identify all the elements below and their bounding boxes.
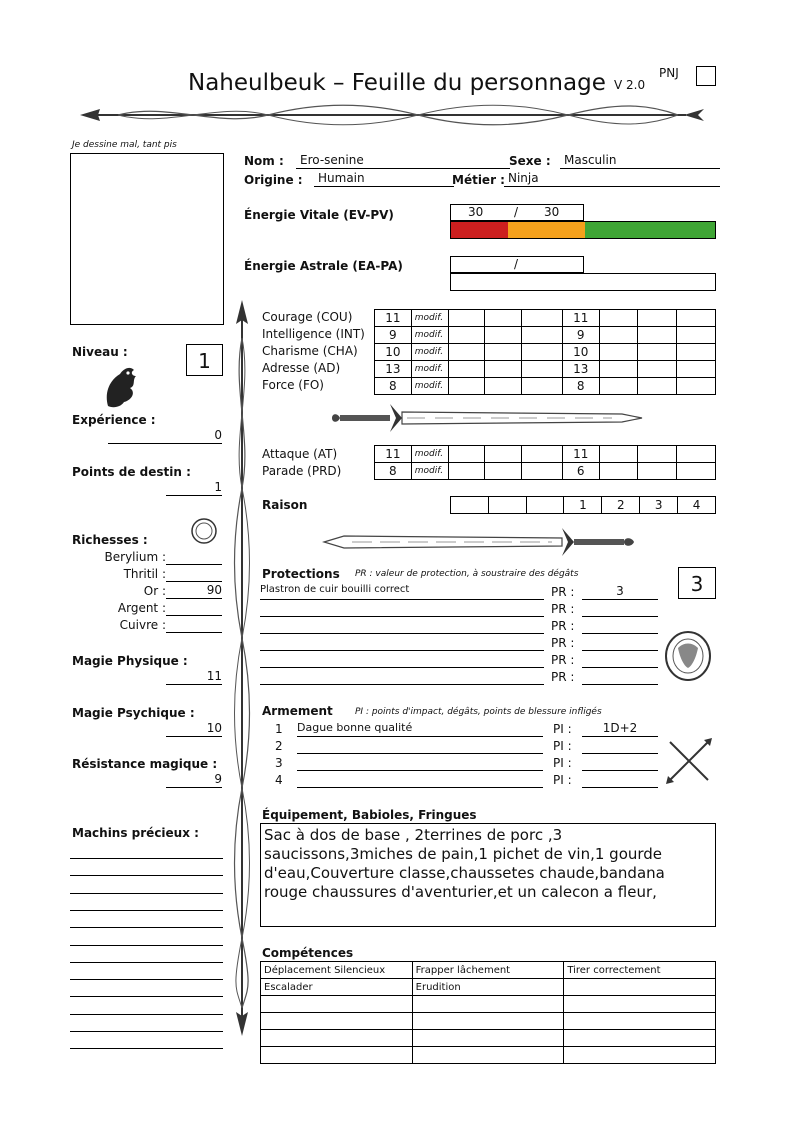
stats-table <box>374 309 716 395</box>
raison-num[interactable]: 3 <box>640 497 678 514</box>
coin-field[interactable] <box>166 566 222 582</box>
pr-field[interactable] <box>582 635 658 651</box>
vertical-spear-icon <box>228 298 256 1038</box>
machins-line[interactable] <box>70 912 223 928</box>
competence-cell[interactable]: Erudition <box>412 979 564 996</box>
pr-label: PR : <box>551 636 575 650</box>
stat-cell[interactable] <box>599 361 638 378</box>
stat-final[interactable]: 13 <box>562 361 599 378</box>
stat-cell[interactable] <box>638 463 677 480</box>
pr-label: PR : <box>551 653 575 667</box>
magie-physique-field[interactable]: 11 <box>166 669 222 685</box>
coin-label: Thritil : <box>123 567 166 581</box>
stat-cell[interactable] <box>522 310 563 327</box>
competence-cell[interactable] <box>564 979 716 996</box>
weapon-name[interactable] <box>297 755 543 771</box>
protection-name[interactable] <box>260 601 544 617</box>
competence-row <box>261 1030 716 1047</box>
pr-label: PR : <box>551 619 575 633</box>
ev-current: 30 <box>468 205 484 219</box>
protection-name[interactable] <box>260 669 544 685</box>
stat-cell[interactable] <box>485 310 522 327</box>
pnj-checkbox[interactable] <box>696 66 716 86</box>
machins-line[interactable] <box>70 1033 223 1049</box>
stat-final[interactable]: 6 <box>562 463 599 480</box>
stat-cell[interactable] <box>448 378 485 395</box>
stat-cell[interactable] <box>677 446 716 463</box>
stat-cell[interactable] <box>448 310 485 327</box>
stat-row <box>375 463 716 480</box>
ea-label: Énergie Astrale (EA-PA) <box>244 259 403 273</box>
stat-cell[interactable] <box>677 463 716 480</box>
raison-num[interactable]: 4 <box>678 497 716 514</box>
stat-cell[interactable] <box>485 361 522 378</box>
equipement-box[interactable]: Sac à dos de base , 2terrines de porc ,3 saucissons,3miches de pain,1 pichet de vin,1 gourde d'eau,Couverture classe,chaussetes chaude,bandana rouge chaussures d'aventurier,et un calecon a fleur, <box>260 823 716 927</box>
raison-table <box>450 496 716 514</box>
destin-field[interactable]: 1 <box>166 480 222 496</box>
ev-max: 30 <box>544 205 560 219</box>
stat-final[interactable]: 10 <box>562 344 599 361</box>
weapon-name[interactable] <box>297 772 543 788</box>
equipement-title: Équipement, Babioles, Fringues <box>262 808 477 822</box>
stat-cell[interactable] <box>522 378 563 395</box>
competence-cell[interactable] <box>564 1047 716 1064</box>
pi-field[interactable] <box>582 738 658 754</box>
ev-bar-red <box>451 222 508 238</box>
stat-cell[interactable] <box>638 361 677 378</box>
stat-cell[interactable] <box>522 327 563 344</box>
competence-cell[interactable] <box>412 1047 564 1064</box>
stat-final[interactable]: 11 <box>562 446 599 463</box>
stat-cell[interactable] <box>599 463 638 480</box>
sexe-field[interactable]: Masculin <box>560 153 720 169</box>
portrait-box[interactable] <box>70 153 224 325</box>
protections-title: Protections <box>262 567 340 581</box>
origine-field[interactable]: Humain <box>314 171 454 187</box>
stat-cell[interactable] <box>638 344 677 361</box>
machins-label: Machins précieux : <box>72 826 199 840</box>
stat-modif[interactable]: modif. <box>411 344 448 361</box>
stat-cell[interactable] <box>599 378 638 395</box>
stat-modif[interactable]: modif. <box>411 327 448 344</box>
competence-row <box>261 979 716 996</box>
competence-cell[interactable] <box>261 996 413 1013</box>
raison-cell[interactable] <box>526 497 564 514</box>
origine-label: Origine : <box>244 173 303 187</box>
machins-line[interactable] <box>70 1016 223 1032</box>
stat-cell[interactable] <box>638 327 677 344</box>
stat-cell[interactable] <box>522 344 563 361</box>
weapon-num: 3 <box>275 756 283 770</box>
coin-icon <box>190 517 218 545</box>
raison-num[interactable]: 2 <box>602 497 640 514</box>
pi-field[interactable] <box>582 755 658 771</box>
coin-label: Cuivre : <box>119 618 166 632</box>
magie-physique-label: Magie Physique : <box>72 654 188 668</box>
stat-final[interactable]: 8 <box>562 378 599 395</box>
stat-cell[interactable] <box>485 463 522 480</box>
stat-modif[interactable]: modif. <box>411 446 448 463</box>
stat-cell[interactable] <box>677 378 716 395</box>
protections-total[interactable]: 3 <box>678 567 716 599</box>
stat-cell[interactable] <box>485 446 522 463</box>
competence-row <box>261 1047 716 1064</box>
competence-cell[interactable]: Tirer correctement <box>564 962 716 979</box>
machins-line[interactable] <box>70 860 223 876</box>
protection-name[interactable] <box>260 635 544 651</box>
stat-value[interactable]: 8 <box>375 463 412 480</box>
stat-cell[interactable] <box>522 361 563 378</box>
stat-cell[interactable] <box>599 446 638 463</box>
pr-field[interactable] <box>582 601 658 617</box>
experience-label: Expérience : <box>72 413 156 427</box>
competence-row <box>261 962 716 979</box>
stat-value[interactable]: 10 <box>375 344 412 361</box>
nom-label: Nom : <box>244 154 284 168</box>
weapon-num: 2 <box>275 739 283 753</box>
ev-bar <box>450 221 716 239</box>
stat-row <box>375 327 716 344</box>
stat-final[interactable]: 11 <box>562 310 599 327</box>
competence-cell[interactable]: Escalader <box>261 979 413 996</box>
pi-label: PI : <box>553 756 572 770</box>
competence-cell[interactable] <box>261 1030 413 1047</box>
stat-cell[interactable] <box>638 446 677 463</box>
raison-num[interactable]: 1 <box>564 497 602 514</box>
machins-line[interactable] <box>70 964 223 980</box>
ev-bar-green <box>585 222 715 238</box>
portrait-caption: Je dessine mal, tant pis <box>72 140 177 150</box>
stat-cell[interactable] <box>448 446 485 463</box>
armement-note: PI : points d'impact, dégâts, points de blessure infligés <box>355 707 602 717</box>
dragon-icon <box>100 362 142 410</box>
experience-field[interactable]: 0 <box>108 428 222 444</box>
competence-cell[interactable] <box>564 1030 716 1047</box>
pi-field[interactable] <box>582 772 658 788</box>
pr-label: PR : <box>551 670 575 684</box>
weapon-num: 1 <box>275 722 283 736</box>
stat-row <box>375 310 716 327</box>
stat-value[interactable]: 9 <box>375 327 412 344</box>
pi-label: PI : <box>553 773 572 787</box>
machins-line[interactable] <box>70 895 223 911</box>
stat-final[interactable]: 9 <box>562 327 599 344</box>
niveau-box[interactable]: 1 <box>186 344 223 376</box>
competences-table <box>260 961 716 1064</box>
pr-field[interactable] <box>582 669 658 685</box>
magie-psychique-label: Magie Psychique : <box>72 706 195 720</box>
ev-label: Énergie Vitale (EV-PV) <box>244 208 394 222</box>
stat-cell[interactable] <box>448 361 485 378</box>
resistance-label: Résistance magique : <box>72 757 218 771</box>
competence-cell[interactable] <box>564 996 716 1013</box>
competence-cell[interactable] <box>564 1013 716 1030</box>
stat-modif[interactable]: modif. <box>411 378 448 395</box>
ea-bar <box>450 273 716 291</box>
pr-field[interactable] <box>582 618 658 634</box>
stat-row <box>375 378 716 395</box>
stat-cell[interactable] <box>448 463 485 480</box>
raison-label: Raison <box>262 498 308 512</box>
raison-cell[interactable] <box>451 497 489 514</box>
protection-name[interactable] <box>260 618 544 634</box>
competence-row <box>261 1013 716 1030</box>
stat-cell[interactable] <box>677 310 716 327</box>
stat-value[interactable]: 11 <box>375 310 412 327</box>
destin-label: Points de destin : <box>72 465 191 479</box>
sword-icon <box>322 398 644 438</box>
pr-label: PR : <box>551 585 575 599</box>
coin-field[interactable] <box>166 600 222 616</box>
stat-label: Adresse (AD) <box>262 361 341 375</box>
stat-cell[interactable] <box>638 378 677 395</box>
machins-line[interactable] <box>70 843 223 859</box>
competence-cell[interactable] <box>412 1013 564 1030</box>
shield-icon <box>662 628 714 684</box>
richesses-label: Richesses : <box>72 533 148 547</box>
stat-modif[interactable]: modif. <box>411 361 448 378</box>
stat-label: Attaque (AT) <box>262 447 338 461</box>
stat-row <box>375 344 716 361</box>
stat-cell[interactable] <box>522 463 563 480</box>
ev-bar-orange <box>508 222 585 238</box>
competence-cell[interactable] <box>412 996 564 1013</box>
nom-field[interactable]: Ero-senine <box>296 153 510 169</box>
machins-line[interactable] <box>70 981 223 997</box>
stat-cell[interactable] <box>522 446 563 463</box>
stat-row <box>375 361 716 378</box>
magie-psychique-field[interactable]: 10 <box>166 721 222 737</box>
competence-cell[interactable] <box>261 1047 413 1064</box>
machins-line[interactable] <box>70 999 223 1015</box>
coin-field[interactable] <box>166 617 222 633</box>
competence-row <box>261 996 716 1013</box>
ev-separator: / <box>514 205 519 219</box>
stat-label: Parade (PRD) <box>262 464 342 478</box>
stat-cell[interactable] <box>638 310 677 327</box>
armement-title: Armement <box>262 704 333 718</box>
coin-field[interactable] <box>166 549 222 565</box>
machins-line[interactable] <box>70 930 223 946</box>
protection-name[interactable]: Plastron de cuir bouilli correct <box>260 584 544 600</box>
machins-line[interactable] <box>70 878 223 894</box>
stat-cell[interactable] <box>677 344 716 361</box>
stat-cell[interactable] <box>599 310 638 327</box>
coin-label: Or : <box>143 584 166 598</box>
resistance-field[interactable]: 9 <box>166 772 222 788</box>
competence-cell[interactable] <box>412 1030 564 1047</box>
stat-cell[interactable] <box>485 344 522 361</box>
weapon-name[interactable]: Dague bonne qualité <box>297 721 543 737</box>
crossed-weapons-icon <box>664 736 714 786</box>
stat-cell[interactable] <box>448 344 485 361</box>
spear-divider-icon <box>78 100 706 130</box>
protections-note: PR : valeur de protection, à soustraire des dégâts <box>355 569 579 579</box>
competences-title: Compétences <box>262 946 354 960</box>
pi-label: PI : <box>553 722 572 736</box>
stat-row <box>375 446 716 463</box>
stat-value[interactable]: 8 <box>375 378 412 395</box>
weapon-num: 4 <box>275 773 283 787</box>
protection-name[interactable] <box>260 652 544 668</box>
stat-value[interactable]: 11 <box>375 446 412 463</box>
stat-cell[interactable] <box>485 378 522 395</box>
stat-modif[interactable]: modif. <box>411 310 448 327</box>
version-label: V 2.0 <box>614 78 646 92</box>
stat-value[interactable]: 13 <box>375 361 412 378</box>
stat-cell[interactable] <box>599 344 638 361</box>
weapon-name[interactable] <box>297 738 543 754</box>
pr-field[interactable] <box>582 652 658 668</box>
raison-cell[interactable] <box>488 497 526 514</box>
pr-label: PR : <box>551 602 575 616</box>
combat-table <box>374 445 716 480</box>
competence-cell[interactable]: Déplacement Silencieux <box>261 962 413 979</box>
pi-label: PI : <box>553 739 572 753</box>
stat-cell[interactable] <box>677 361 716 378</box>
coin-label: Argent : <box>117 601 166 615</box>
metier-field[interactable]: Ninja <box>504 171 720 187</box>
stat-label: Charisme (CHA) <box>262 344 358 358</box>
stat-cell[interactable] <box>448 327 485 344</box>
stat-cell[interactable] <box>599 327 638 344</box>
competence-cell[interactable]: Frapper lâchement <box>412 962 564 979</box>
pi-field[interactable]: 1D+2 <box>582 721 658 737</box>
stat-cell[interactable] <box>485 327 522 344</box>
stat-label: Intelligence (INT) <box>262 327 365 341</box>
sexe-label: Sexe : <box>509 154 551 168</box>
sword-icon <box>322 522 644 562</box>
machins-line[interactable] <box>70 947 223 963</box>
pr-field[interactable]: 3 <box>582 584 658 600</box>
pnj-label: PNJ <box>659 66 679 80</box>
ea-separator: / <box>514 257 519 271</box>
niveau-label: Niveau : <box>72 345 128 359</box>
stat-modif[interactable]: modif. <box>411 463 448 480</box>
stat-label: Courage (COU) <box>262 310 353 324</box>
coin-field[interactable]: 90 <box>166 583 222 599</box>
stat-label: Force (FO) <box>262 378 324 392</box>
competence-cell[interactable] <box>261 1013 413 1030</box>
stat-cell[interactable] <box>677 327 716 344</box>
coin-label: Berylium : <box>104 550 166 564</box>
metier-label: Métier : <box>452 173 505 187</box>
page-title: Naheulbeuk – Feuille du personnage <box>188 70 606 96</box>
